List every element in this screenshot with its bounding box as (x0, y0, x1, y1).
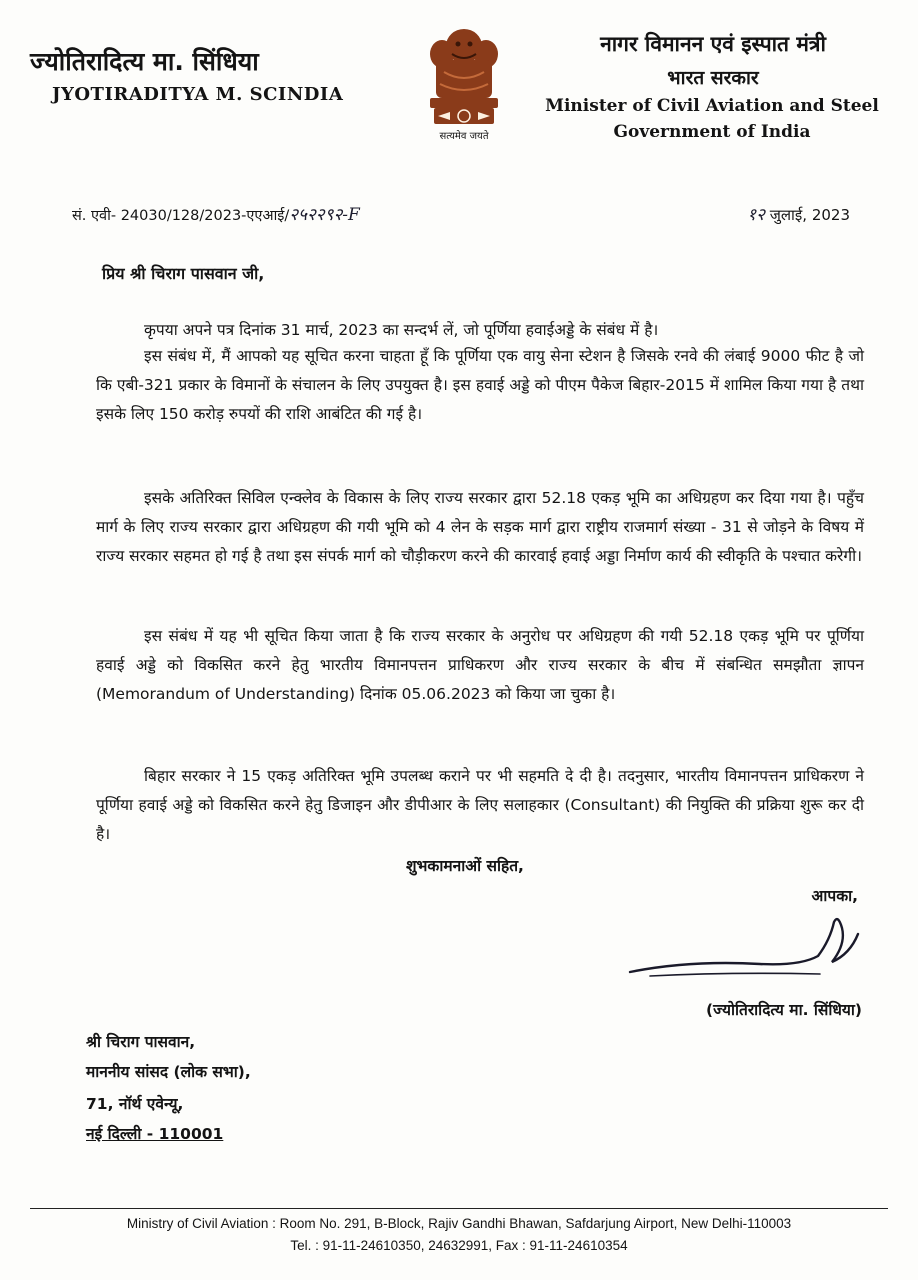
letter-date (747, 202, 850, 225)
addressee-city: नई दिल्ली - 110001 (86, 1125, 224, 1143)
addressee-street: 71, नॉर्थ एवेन्यू, (86, 1095, 184, 1113)
body-paragraph-3: इसके अतिरिक्त सिविल एन्क्लेव के विकास के लिए राज्य सरकार द्वारा 52.18 एकड़ भूमि का अधिग्रहण कर दिया गया है। पहुँच मार्ग के लिए राज्य सरकार द्वारा अधिग्रहण की गयी भूमि को 4 लेन के सड़क मार्ग द्वारा राष्ट्रीय राजमार्ग संख्या - 31 से जोड़ने के विषय में राज्य सरकार सहमत हो गई है तथा इस संपर्क मार्ग को चौड़ीकरण करने की कारवाई हवाई अड्डा निर्माण कार्य की स्वीकृति के पश्चात करेगी। (96, 489, 864, 565)
body-paragraph-1: कृपया अपने पत्र दिनांक 31 मार्च, 2023 का सन्दर्भ लें, जो पूर्णिया हवाईअड्डे के संबंध में है। (144, 321, 659, 339)
government-english: Government of India (613, 122, 811, 142)
ministry-title-hindi: नागर विमानन एवं इस्पात मंत्री (600, 32, 826, 56)
reference-printed: सं. एवी- 24030/128/2023-एएआई/ (72, 208, 290, 224)
reference-number (72, 202, 360, 225)
addressee-name: श्री चिराग पासवान, (86, 1033, 196, 1051)
handwritten-signature-icon (620, 910, 870, 1000)
footer-address: Ministry of Civil Aviation : Room No. 291, B-Block, Rajiv Gandhi Bhawan, Safdarjung Airport, New Delhi-110003 (126, 1216, 792, 1231)
footer-divider (30, 1208, 888, 1209)
closing-yours: आपका, (811, 887, 858, 905)
footer-contact: Tel. : 91-11-24610350, 24632991, Fax : 91-11-24610354 (290, 1238, 628, 1253)
salutation: प्रिय श्री चिराग पासवान जी, (102, 264, 265, 283)
body-paragraph-4: इस संबंध में यह भी सूचित किया जाता है कि राज्य सरकार के अनुरोध पर अधिग्रहण की गयी 52.18 एकड़ भूमि पर पूर्णिया हवाई अड्डे को विकसित करने हेतु भारतीय विमानपत्तन प्राधिकरण और राज्य सरकार के बीच में संबन्धित समझौता ज्ञापन (Memorandum of Understanding) दिनांक 05.06.2023 को किया जा चुका है। (96, 627, 864, 703)
body-paragraph-5: बिहार सरकार ने 15 एकड़ अतिरिक्त भूमि उपलब्ध कराने पर भी सहमति दे दी है। तदनुसार, भारतीय विमानपत्तन प्राधिकरण ने पूर्णिया हवाई अड्डे को विकसित करने हेतु डिजाइन और डीपीआर के लिए सलाहकार (Consultant) की नियुक्ति की प्रक्रिया शुरू कर दी है। (96, 767, 864, 843)
minister-name-english: JYOTIRADITYA M. SCINDIA (52, 84, 344, 105)
date-month-year: जुलाई, 2023 (764, 206, 850, 224)
signatory-name: (ज्योतिरादित्य मा. सिंधिया) (706, 1001, 862, 1019)
reference-handwritten: २५२२९२-F (289, 205, 360, 225)
ministry-title-english: Minister of Civil Aviation and Steel (545, 96, 879, 116)
emblem-motto: सत्यमेव जयते (439, 131, 489, 142)
addressee-designation: माननीय सांसद (लोक सभा), (86, 1063, 251, 1081)
closing-regards: शुभकामनाओं सहित, (406, 857, 524, 875)
body-paragraph-2: इस संबंध में, मैं आपको यह सूचित करना चाहता हूँ कि पूर्णिया एक वायु सेना स्टेशन है जिसके रनवे की लंबाई 9000 फीट है जो कि एबी-321 प्रकार के विमानों के संचालन के लिए उपयुक्त है। इस हवाई अड्डे को पीएम पैकेज बिहार-2015 में शामिल किया गया है तथा इसके लिए 150 करोड़ रुपयों की राशि आबंटित की गई है। (96, 347, 864, 423)
minister-name-hindi: ज्योतिरादित्य मा. सिंधिया (30, 47, 259, 76)
ashoka-emblem-icon (416, 14, 512, 144)
government-hindi: भारत सरकार (667, 67, 759, 89)
date-day-handwritten: १२ (747, 205, 765, 225)
